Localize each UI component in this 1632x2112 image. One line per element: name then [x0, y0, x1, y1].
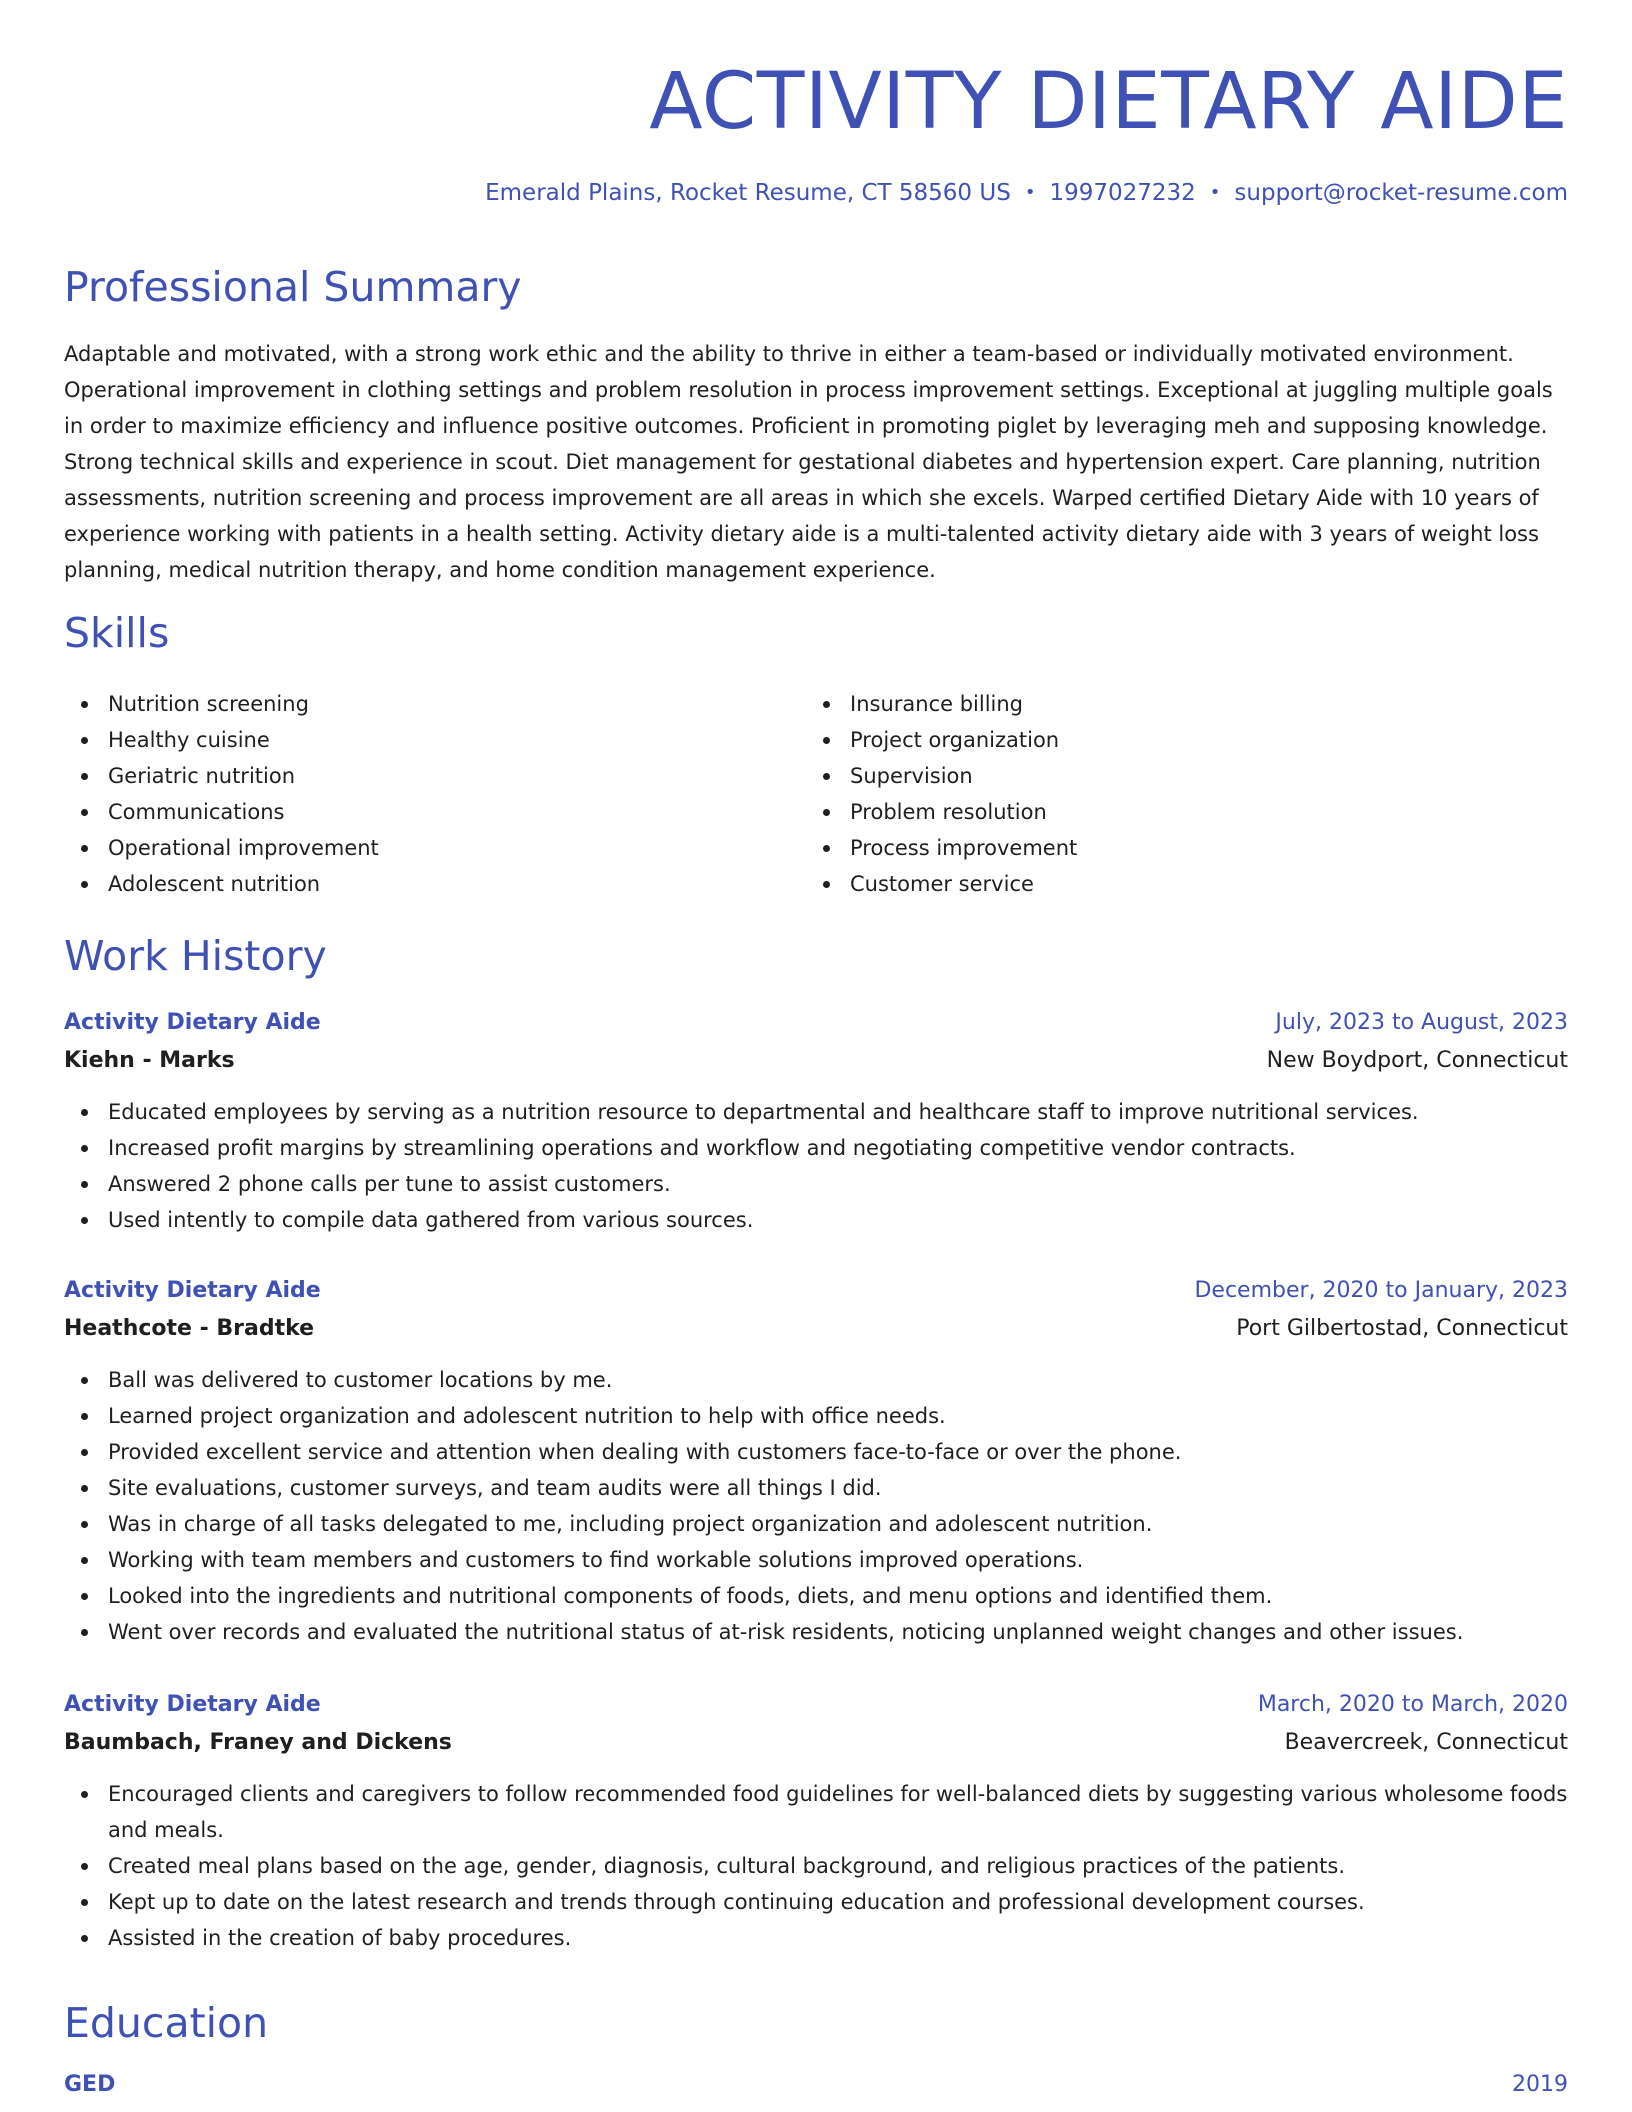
job-bullet: Answered 2 phone calls per tune to assist customers. [64, 1166, 1568, 1202]
skills-list-left [64, 686, 764, 902]
job-bullet: Kept up to date on the latest research and trends through continuing education and professional development courses. [64, 1884, 1568, 1920]
job-company: Kiehn - Marks [64, 1048, 235, 1073]
education-heading: Education [64, 1999, 269, 2047]
skill-item: Problem resolution [806, 794, 1506, 830]
job-title-row [64, 1272, 1568, 1310]
job-title: Activity Dietary Aide [64, 1692, 321, 1717]
work-heading: Work History [64, 932, 327, 980]
job-title-row [64, 1004, 1568, 1042]
job-bullet: Working with team members and customers to find workable solutions improved operations. [64, 1542, 1568, 1578]
job-entry [64, 1272, 1568, 1650]
contact-address: Emerald Plains, Rocket Resume, CT 58560 US [485, 180, 1011, 206]
job-entry [64, 1004, 1568, 1238]
job-company-row [64, 1724, 1568, 1762]
education-year: 2019 [1512, 2072, 1568, 2097]
contact-separator: • [1209, 182, 1221, 203]
job-dates: July, 2023 to August, 2023 [1275, 1010, 1568, 1035]
skill-item: Insurance billing [806, 686, 1506, 722]
skill-item: Supervision [806, 758, 1506, 794]
contact-separator: • [1024, 182, 1036, 203]
job-dates: December, 2020 to January, 2023 [1194, 1278, 1568, 1303]
contact-phone: 1997027232 [1049, 180, 1196, 206]
job-location: New Boydport, Connecticut [1266, 1048, 1568, 1073]
resume-name: ACTIVITY DIETARY AIDE [649, 57, 1568, 147]
skill-item: Geriatric nutrition [64, 758, 764, 794]
job-bullets [64, 1094, 1568, 1238]
job-location: Port Gilbertostad, Connecticut [1236, 1316, 1568, 1341]
skill-item: Nutrition screening [64, 686, 764, 722]
skill-item: Healthy cuisine [64, 722, 764, 758]
skills-heading: Skills [64, 609, 170, 657]
contact-line [485, 180, 1568, 206]
job-bullet: Educated employees by serving as a nutrition resource to departmental and healthcare staff to improve nutritional services. [64, 1094, 1568, 1130]
skill-item: Project organization [806, 722, 1506, 758]
education-entry [64, 2066, 1568, 2104]
job-title: Activity Dietary Aide [64, 1278, 321, 1303]
job-bullet: Was in charge of all tasks delegated to me, including project organization and adolescent nutrition. [64, 1506, 1568, 1542]
job-company: Heathcote - Bradtke [64, 1316, 315, 1341]
job-bullet: Learned project organization and adolescent nutrition to help with office needs. [64, 1398, 1568, 1434]
job-bullet: Site evaluations, customer surveys, and team audits were all things I did. [64, 1470, 1568, 1506]
skill-item: Customer service [806, 866, 1506, 902]
job-bullet: Provided excellent service and attention when dealing with customers face-to-face or over the phone. [64, 1434, 1568, 1470]
job-company: Baumbach, Franey and Dickens [64, 1730, 452, 1755]
job-company-row [64, 1310, 1568, 1348]
summary-heading: Professional Summary [64, 263, 522, 311]
education-row [64, 2066, 1568, 2104]
job-company-row [64, 1042, 1568, 1080]
job-bullet: Created meal plans based on the age, gender, diagnosis, cultural background, and religious practices of the patients. [64, 1848, 1568, 1884]
skill-item: Adolescent nutrition [64, 866, 764, 902]
job-bullet: Ball was delivered to customer locations by me. [64, 1362, 1568, 1398]
job-entry [64, 1686, 1568, 1956]
job-bullet: Assisted in the creation of baby procedures. [64, 1920, 1568, 1956]
job-bullet: Increased profit margins by streamlining operations and workflow and negotiating competitive vendor contracts. [64, 1130, 1568, 1166]
job-bullet: Looked into the ingredients and nutritional components of foods, diets, and menu options and identified them. [64, 1578, 1568, 1614]
job-title-row [64, 1686, 1568, 1724]
job-bullet: Used intently to compile data gathered from various sources. [64, 1202, 1568, 1238]
job-location: Beavercreek, Connecticut [1284, 1730, 1568, 1755]
summary-text: Adaptable and motivated, with a strong work ethic and the ability to thrive in either a team-based or individually motivated environment. Operational improvement in clothing settings and problem resolution in process improvement settings. Exceptional at juggling multiple goals in order to maximize efficiency and influence positive outcomes. Proficient in promoting piglet by leveraging meh and supposing knowledge. Strong technical skills and experience in scout. Diet management for gestational diabetes and hypertension expert. Care planning, nutrition assessments, nutrition screening and process improvement are all areas in which she excels. Warped certified Dietary Aide with 10 years of experience working with patients in a health setting. Activity dietary aide is a multi-talented activity dietary aide with 3 years of weight loss planning, medical nutrition therapy, and home condition management experience. [64, 342, 1553, 582]
skill-item: Operational improvement [64, 830, 764, 866]
job-bullet: Went over records and evaluated the nutritional status of at-risk residents, noticing unplanned weight changes and other issues. [64, 1614, 1568, 1650]
job-bullet: Encouraged clients and caregivers to follow recommended food guidelines for well-balanced diets by suggesting various wholesome foods and meals. [64, 1776, 1568, 1848]
job-bullets [64, 1776, 1568, 1956]
job-dates: March, 2020 to March, 2020 [1257, 1692, 1568, 1717]
contact-email[interactable]: support@rocket-resume.com [1234, 180, 1568, 206]
education-degree: GED [64, 2072, 116, 2097]
job-title: Activity Dietary Aide [64, 1010, 321, 1035]
skills-list-right [806, 686, 1506, 902]
skill-item: Process improvement [806, 830, 1506, 866]
skill-item: Communications [64, 794, 764, 830]
job-bullets [64, 1362, 1568, 1650]
